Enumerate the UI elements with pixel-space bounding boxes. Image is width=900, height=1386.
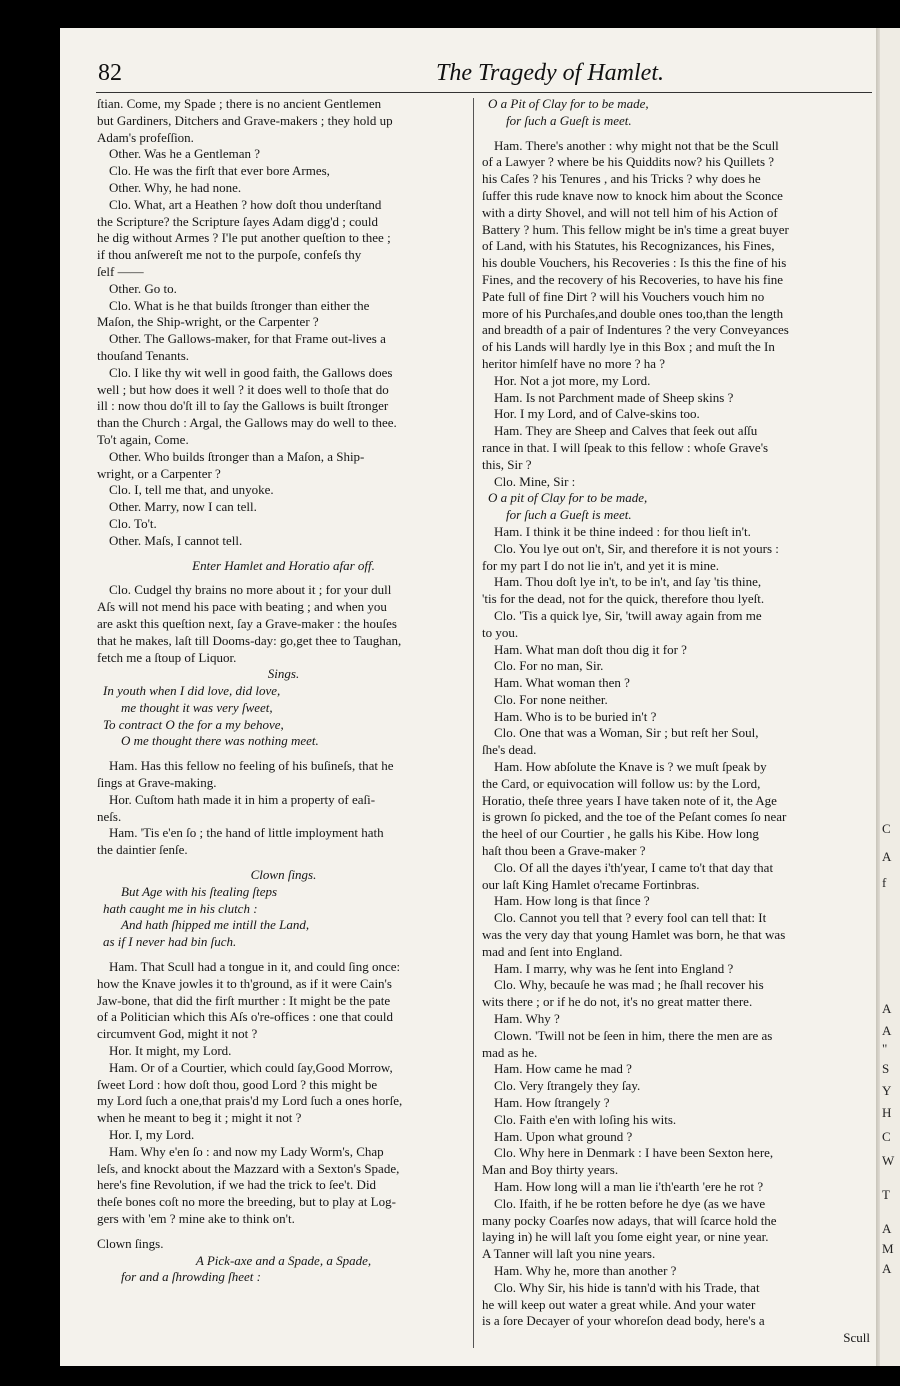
edge-letter: C — [882, 1129, 891, 1144]
stage-direction: Enter Hamlet and Horatio afar off. — [192, 557, 375, 573]
song-line: for and a ſhrowding ſheet : — [121, 1269, 261, 1285]
blank-line — [97, 1228, 470, 1236]
text-line: Ham. How long is that ſince ? — [494, 893, 650, 909]
header-rule — [96, 92, 872, 93]
text-line: Clo. Very ſtrangely they ſay. — [494, 1078, 641, 1094]
text-line: Other. Go to. — [109, 280, 177, 296]
song-line: hath caught me in his clutch : — [103, 900, 258, 916]
text-line: Hor. It might, my Lord. — [109, 1043, 232, 1059]
text-line: Clo. Cannot you tell that ? every fool can tell that: It — [494, 910, 767, 926]
text-line: Hor. Cuſtom hath made it in him a property of eaſi- — [109, 791, 376, 807]
text-line: he dig without Armes ? I'le put another queſtion to thee ; — [97, 230, 391, 246]
text-line: of Land, with his Statutes, his Recognizances, his Fines, — [482, 238, 775, 254]
text-line: he will keep out water a great while. And your water — [482, 1296, 756, 1312]
text-line: Hor. Not a jot more, my Lord. — [494, 372, 651, 388]
text-line: Battery ? hum. This fellow might be in's time a great buyer — [482, 221, 789, 237]
text-line: the Card, or equivocation will follow us: by the Lord, — [482, 775, 761, 791]
text-line: well ; but how does it well ? it does well to thoſe that do — [97, 381, 389, 397]
edge-letter: H — [882, 1105, 892, 1120]
text-line: is a ſore Decayer of your whoreſon dead body, here's a — [482, 1313, 765, 1329]
text-line: if thou anſwereſt me not to the purpoſe, confeſs thy — [97, 247, 362, 263]
edge-letter: S — [882, 1061, 890, 1076]
text-line: thouſand Tenants. — [97, 347, 190, 363]
text-line: ſings at Grave-making. — [97, 775, 217, 791]
text-line: Clo. For no man, Sir. — [494, 658, 604, 674]
text-line: Clo. Why Sir, his hide is tann'd with his Trade, that — [494, 1279, 760, 1295]
edge-letter: A — [882, 1221, 892, 1236]
text-line: Man and Boy thirty years. — [482, 1162, 619, 1178]
text-line: of a Politician which this Aſs o're-offices : one that could — [97, 1009, 393, 1025]
blank-line — [97, 550, 470, 558]
text-line: Jaw-bone, that did the firſt murther : It might be the pate — [97, 992, 391, 1008]
catchword: Scull — [843, 1330, 870, 1346]
edge-letter: Y — [882, 1083, 892, 1098]
text-line: theſe bones coſt no more the breeding, but to play at Log- — [97, 1194, 396, 1210]
song-line: O a pit of Clay for to be made, — [488, 490, 648, 506]
text-line: wits there ; or if he do not, it's no great matter there. — [482, 994, 753, 1010]
song-line: To contract O the for a my behove, — [103, 716, 284, 732]
running-title: The Tragedy of Hamlet. — [436, 60, 664, 86]
text-line: Ham. They are Sheep and Calves that ſeek out aſſu — [494, 423, 758, 439]
stage-direction: Clown ſings. — [250, 867, 317, 883]
song-line: But Age with his ſtealing ſteps — [121, 883, 278, 899]
text-line: more of his Purchaſes,and double ones too,than the length — [482, 305, 784, 321]
text-line: neſs. — [97, 808, 122, 824]
text-line: Ham. I marry, why was he ſent into England ? — [494, 960, 734, 976]
blank-line — [97, 951, 470, 959]
text-line: Clo. Why here in Denmark : I have been Sexton here, — [494, 1145, 774, 1161]
text-line: how the Knave jowles it to th'ground, as if it were Cain's — [97, 975, 392, 991]
text-line: ſhe's dead. — [482, 742, 537, 758]
text-line: laying in) he will laſt you ſome eight year, or nine year. — [482, 1229, 769, 1245]
edge-letter: C — [882, 821, 891, 836]
left-column — [97, 96, 470, 1286]
text-line: ſuffer this rude knave now to knock him about the Sconce — [482, 187, 783, 203]
text-line: my Lord ſuch a one,that prais'd my Lord ſuch a ones horſe, — [97, 1093, 403, 1109]
text-line: his double Vouchers, his Recoveries : Is this the fine of his — [482, 255, 787, 271]
text-line: Ham. What man doſt thou dig it for ? — [494, 641, 687, 657]
song-line: for ſuch a Gueſt is meet. — [506, 507, 632, 523]
edge-letter: T — [882, 1187, 890, 1202]
text-line: ſweet Lord : how doſt thou, good Lord ? this might be — [97, 1076, 378, 1092]
text-line: Clo. You lye out on't, Sir, and therefore it is not yours : — [494, 540, 779, 556]
text-line: Clo. What is he that builds ſtronger than either the — [109, 297, 370, 313]
edge-letter: A — [882, 1001, 892, 1016]
song-line: as if I never had bin ſuch. — [103, 934, 237, 950]
text-line: Other. Maſs, I cannot tell. — [109, 532, 243, 548]
song-line: for ſuch a Gueſt is meet. — [506, 112, 632, 128]
text-line: Ham. Thou doſt lye in't, to be in't, and ſay 'tis thine, — [494, 574, 762, 590]
text-line: Adam's profeſſion. — [97, 129, 194, 145]
text-line: Other. Who builds ſtronger than a Maſon, a Ship- — [109, 448, 365, 464]
text-line: fetch me a ſtoup of Liquor. — [97, 649, 237, 665]
text-line: Clo. One that was a Woman, Sir ; but reſt her Soul, — [494, 725, 759, 741]
text-line: the daintier ſenſe. — [97, 842, 188, 858]
text-line: of his Lands will hardly lye in this Box ; and muſt the In — [482, 339, 775, 355]
blank-line — [97, 750, 470, 758]
text-line: Clown ſings. — [97, 1235, 164, 1251]
text-line: and breadth of a pair of Indentures ? the very Conveyances — [482, 322, 789, 338]
edge-letter: M — [882, 1241, 894, 1256]
text-line: Ham. What woman then ? — [494, 675, 630, 691]
text-line: Other. Why, he had none. — [109, 179, 242, 195]
text-line: Clo. For none neither. — [494, 691, 608, 707]
text-line: this, Sir ? — [482, 456, 532, 472]
edge-letter: A — [882, 849, 892, 864]
text-line: gers with 'em ? mine ake to think on't. — [97, 1211, 295, 1226]
text-line: A Tanner will laſt you nine years. — [482, 1246, 656, 1262]
text-line: Horatio, theſe three years I have taken note of it, the Age — [482, 792, 777, 808]
blank-line — [97, 859, 470, 867]
text-line: are askt this queſtion next, ſay a Grave-maker : the houſes — [97, 615, 397, 631]
blank-line — [482, 130, 870, 138]
text-line: Other. The Gallows-maker, for that Frame out-lives a — [109, 331, 386, 347]
text-line: Other. Marry, now I can tell. — [109, 499, 257, 515]
text-line: Ham. Why he, more than another ? — [494, 1262, 677, 1278]
text-line: than the Church : Argal, the Gallows may do well to thee. — [97, 415, 397, 431]
text-line: Clo. I, tell me that, and unyoke. — [109, 482, 274, 498]
text-line: ſelf —— — [97, 263, 144, 279]
text-line: Hor. I my Lord, and of Calve-skins too. — [494, 406, 700, 422]
text-line: Ham. Why e'en ſo : and now my Lady Worm's, Chap — [109, 1143, 384, 1159]
text-line: of a Lawyer ? where be his Quiddits now? his Quillets ? — [482, 154, 775, 170]
text-line: Aſs will not mend his pace with beating ; and when you — [97, 599, 387, 615]
text-line: his Caſes ? his Tenures , and his Tricks ? why does he — [482, 171, 761, 187]
text-line: To't again, Come. — [97, 431, 189, 447]
edge-letter: f — [882, 875, 887, 890]
text-line: Ham. There's another : why might not that be the Scull — [494, 137, 779, 153]
page-number: 82 — [98, 60, 122, 86]
text-line: Clo. He was the firſt that ever bore Armes, — [109, 163, 330, 179]
text-line: for my part I do not lie in't, and yet it is mine. — [482, 557, 720, 573]
song-line: And hath ſhipped me intill the Land, — [121, 917, 310, 933]
text-line: Ham. 'Tis e'en ſo ; the hand of little imployment hath — [109, 825, 384, 841]
text-line: Ham. Who is to be buried in't ? — [494, 708, 657, 724]
text-line: Ham. Or of a Courtier, which could ſay,Good Morrow, — [109, 1059, 393, 1075]
text-line: Ham. Why ? — [494, 1011, 560, 1027]
text-line: Clo. I like thy wit well in good faith, the Gallows does — [109, 364, 393, 380]
text-line: Clo. Of all the dayes i'th'year, I came to't that day that — [494, 859, 774, 875]
text-line: the heel of our Courtier , he galls his Kibe. How long — [482, 826, 759, 842]
text-line: circumvent God, might it not ? — [97, 1026, 258, 1042]
text-line: Clo. Cudgel thy brains no more about it ; for your dull — [109, 582, 392, 598]
text-line: mad and ſent into England. — [482, 943, 623, 959]
text-line: haſt thou been a Grave-maker ? — [482, 843, 646, 859]
text-line: Clo. What, art a Heathen ? how doſt thou underſtand — [109, 196, 382, 212]
text-line: many pocky Coarſes now adays, that will ſcarce hold the — [482, 1212, 777, 1228]
text-line: rance in that. I will ſpeak to this fellow : whoſe Grave's — [482, 439, 769, 455]
text-line: was the very day that young Hamlet was born, he that was — [482, 927, 786, 943]
text-line: that he makes, laſt till Dooms-day: go,get thee to Taughan, — [97, 632, 402, 648]
text-line: but Gardiners, Ditchers and Grave-makers ; they hold up — [97, 112, 393, 128]
text-line: Ham. How abſolute the Knave is ? we muſt ſpeak by — [494, 759, 767, 775]
text-line: Clo. To't. — [109, 515, 157, 531]
text-line: mad as he. — [482, 1044, 538, 1060]
text-line: when he meant to beg it ; might it not ? — [97, 1110, 302, 1126]
edge-letter: W — [882, 1153, 895, 1168]
text-line: is grown ſo picked, and the toe of the Peſant comes ſo near — [482, 809, 787, 825]
text-line: leſs, and knockt about the Mazzard with a Sexton's Spade, — [97, 1160, 400, 1176]
edge-letter: A — [882, 1023, 892, 1038]
text-line: with a dirty Shovel, and will not tell him of his Action of — [482, 204, 778, 220]
text-line: Clo. Mine, Sir : — [494, 473, 576, 489]
song-line: me thought it was very ſweet, — [121, 699, 273, 715]
right-column — [482, 96, 870, 1347]
text-line: our laſt King Hamlet o'recame Fortinbras. — [482, 876, 700, 892]
text-line: Other. Was he a Gentleman ? — [109, 146, 261, 162]
column-divider — [473, 98, 474, 1348]
text-line: Ham. How long will a man lie i'th'earth 'ere he rot ? — [494, 1179, 764, 1194]
song-line: O me thought there was nothing meet. — [121, 733, 319, 749]
text-line: Clo. Why, becauſe he was mad ; he ſhall recover his — [494, 977, 764, 993]
text-line: here's fine Revolution, if we had the trick to ſee't. Did — [97, 1177, 377, 1193]
edge-letter: " — [882, 1041, 888, 1056]
book-page — [60, 28, 880, 1366]
text-line: Maſon, the Ship-wright, or the Carpenter ? — [97, 314, 319, 330]
song-line: O a Pit of Clay for to be made, — [488, 96, 649, 111]
text-line: Pate full of fine Dirt ? will his Vouchers vouch him no — [482, 288, 765, 304]
text-line: Clo. Faith e'en with loſing his wits. — [494, 1111, 677, 1127]
text-line: Clown. 'Twill not be ſeen in him, there the men are as — [494, 1027, 773, 1043]
text-line: Ham. How ſtrangely ? — [494, 1095, 610, 1111]
text-line: Ham. Is not Parchment made of Sheep skins ? — [494, 389, 734, 405]
text-line: ill : now thou do'ſt ill to ſay the Gallows is built ſtronger — [97, 398, 389, 414]
text-line: Ham. I think it be thine indeed : for thou lieſt in't. — [494, 523, 751, 539]
stage-direction: Sings. — [267, 666, 300, 682]
text-line: ſtian. Come, my Spade ; there is no ancient Gentlemen — [97, 96, 382, 111]
text-line: Fines, and the recovery of his Recoveries, to have his fine — [482, 271, 784, 287]
facing-page-edge — [880, 28, 900, 1366]
text-line: Ham. That Scull had a tongue in it, and could ſing once: — [109, 959, 401, 975]
text-line: Ham. Upon what ground ? — [494, 1128, 633, 1144]
blank-line — [97, 574, 470, 582]
text-line: Clo. 'Tis a quick lye, Sir, 'twill away again from me — [494, 607, 762, 623]
text-line: Ham. Has this fellow no feeling of his buſineſs, that he — [109, 758, 394, 774]
text-line: wright, or a Carpenter ? — [97, 465, 221, 481]
stage-direction: A Pick-axe and a Spade, a Spade, — [195, 1252, 372, 1268]
text-line: Clo. Ifaith, if he be rotten before he dye (as we have — [494, 1195, 766, 1211]
song-line: In youth when I did love, did love, — [103, 683, 281, 699]
text-line: to you. — [482, 624, 519, 640]
text-line: the Scripture? the Scripture ſayes Adam digg'd ; could — [97, 213, 379, 229]
text-line: 'tis for the dead, not for the quick, therefore thou lyeſt. — [482, 591, 765, 607]
text-line: heritor himſelf have no more ? ha ? — [482, 355, 666, 371]
text-line: Ham. How came he mad ? — [494, 1061, 632, 1077]
edge-letter: A — [882, 1261, 892, 1276]
text-line: Hor. I, my Lord. — [109, 1127, 195, 1143]
